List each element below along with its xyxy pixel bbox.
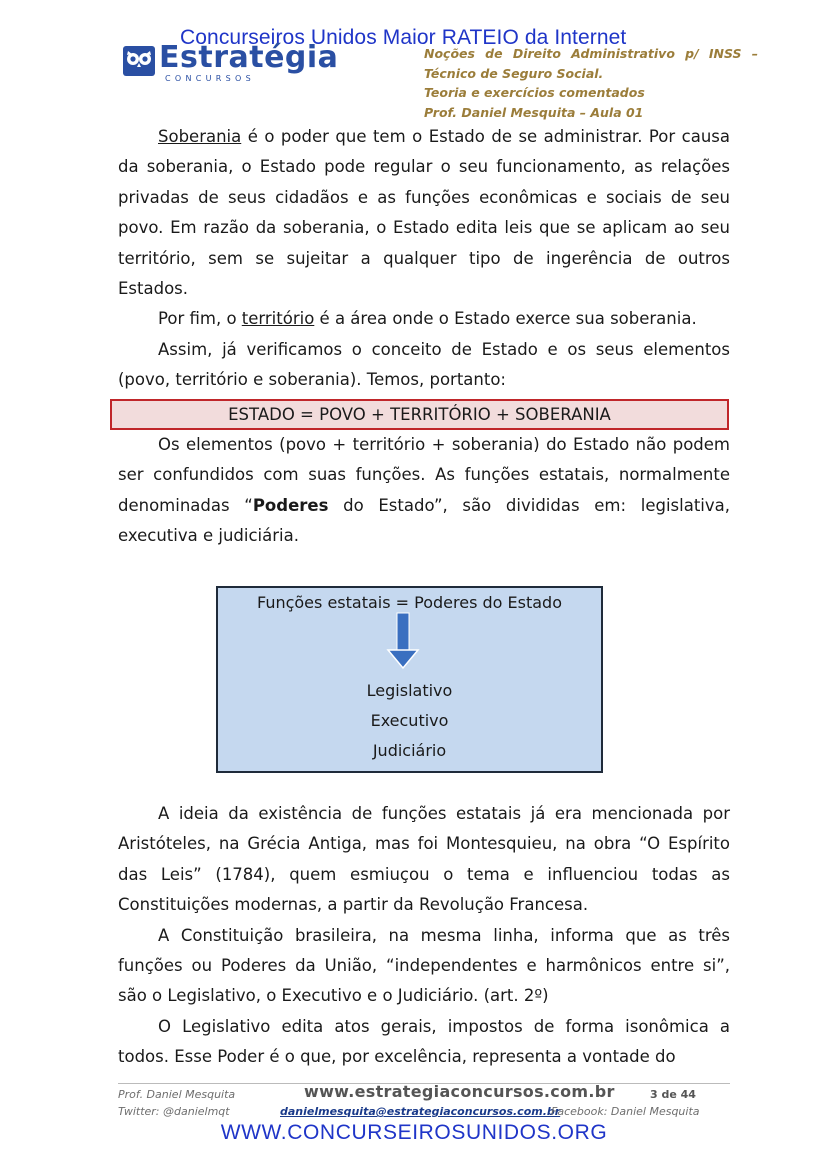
paragraph-funcoes-text: do Estado”, são divididas em: legislativa, executiva e judiciária.	[118, 495, 730, 546]
diagram-title: Funções estatais = Poderes do Estado	[256, 593, 562, 612]
estrategia-logo	[123, 40, 339, 84]
watermark-top: Concurseiros Unidos Maior RATEIO da Internet	[180, 26, 627, 49]
footer-website-link[interactable]: www.estrategiaconcursos.com.br	[304, 1082, 615, 1101]
paragraph-territorio-text: é a área onde o Estado exerce sua soberania.	[314, 309, 697, 329]
footer-author: Prof. Daniel Mesquita	[118, 1088, 236, 1101]
paragraph-soberania-text: é o poder que tem o Estado de se administrar. Por causa da soberania, o Estado pode regular o seu funcionamento, as relações privadas de seus cidadãos e as funções econômicas e sociais de seu povo. Em razão da soberania, o Estado edita leis que se aplicam ao seu território, sem se sujeitar a qualquer tipo de ingerência de outros Estados.	[118, 127, 730, 299]
paragraph-legislativo: O Legislativo edita atos gerais, impostos de forma isonômica a todos. Esse Poder é o que, por excelência, representa a vontade do	[118, 1016, 730, 1067]
formula-box: ESTADO = POVO + TERRITÓRIO + SOBERANIA	[110, 399, 729, 430]
logo-wordmark: Estratégia	[159, 40, 339, 75]
diagram-item-legislativo: Legislativo	[366, 681, 453, 700]
paragraph-montesquieu: A ideia da existência de funções estatais já era mencionada por Aristóteles, na Grécia Antiga, mas foi Montesquieu, na obra “O Espírito das Leis” (1784), quem esmiuçou o tema e influenciou todas as Constituições modernas, a partir da Revolução Francesa.	[118, 804, 730, 915]
document-header	[424, 44, 764, 122]
paragraph-elementos: Assim, já verificamos o conceito de Estado e os seus elementos (povo, território e soberania). Temos, portanto:	[118, 339, 730, 390]
paragraph-funcoes-lead: Os elementos (povo + território + soberania) do Estado não podem ser confundidos com suas funções. As funções estatais, normalmente denominadas “	[118, 435, 730, 515]
body-section-1	[118, 122, 730, 396]
owl-icon	[123, 46, 155, 76]
footer-twitter: Twitter: @danielmqt	[118, 1105, 230, 1118]
paragraph-soberania	[118, 122, 730, 304]
header-theory-line: Teoria e exercícios comentados	[424, 85, 645, 100]
header-position-line: Técnico de Seguro Social.	[424, 65, 604, 81]
diagram-item-judiciario: Judiciário	[372, 741, 447, 760]
term-soberania: Soberania	[158, 127, 242, 146]
paragraph-funcoes	[118, 430, 730, 552]
footer-email-link[interactable]: danielmesquita@estrategiaconcursos.com.br	[280, 1105, 561, 1118]
footer-facebook: Facebook: Daniel Mesquita	[551, 1105, 700, 1118]
page-number: 3 de 44	[650, 1088, 696, 1101]
logo-subtitle: CONCURSOS	[165, 74, 256, 83]
header-professor-line: Prof. Daniel Mesquita – Aula 01	[424, 104, 644, 120]
arrow-down-icon	[386, 612, 420, 670]
paragraph-territorio	[118, 304, 730, 334]
paragraph-territorio-lead: Por fim, o	[158, 309, 242, 329]
body-section-2	[118, 430, 730, 552]
diagram-item-executivo: Executivo	[370, 711, 449, 730]
watermark-bottom: WWW.CONCURSEIROSUNIDOS.ORG	[220, 1121, 608, 1144]
body-section-3	[118, 799, 730, 1073]
term-poderes: Poderes	[252, 495, 329, 515]
header-course-line: Noções de Direito Administrativo p/ INSS –	[424, 46, 758, 61]
term-territorio: território	[241, 309, 315, 329]
paragraph-constituicao: A Constituição brasileira, na mesma linha, informa que as três funções ou Poderes da União, “independentes e harmônicos entre si”, são o Legislativo, o Executivo e o Judiciário. (art. 2º)	[118, 925, 730, 1006]
